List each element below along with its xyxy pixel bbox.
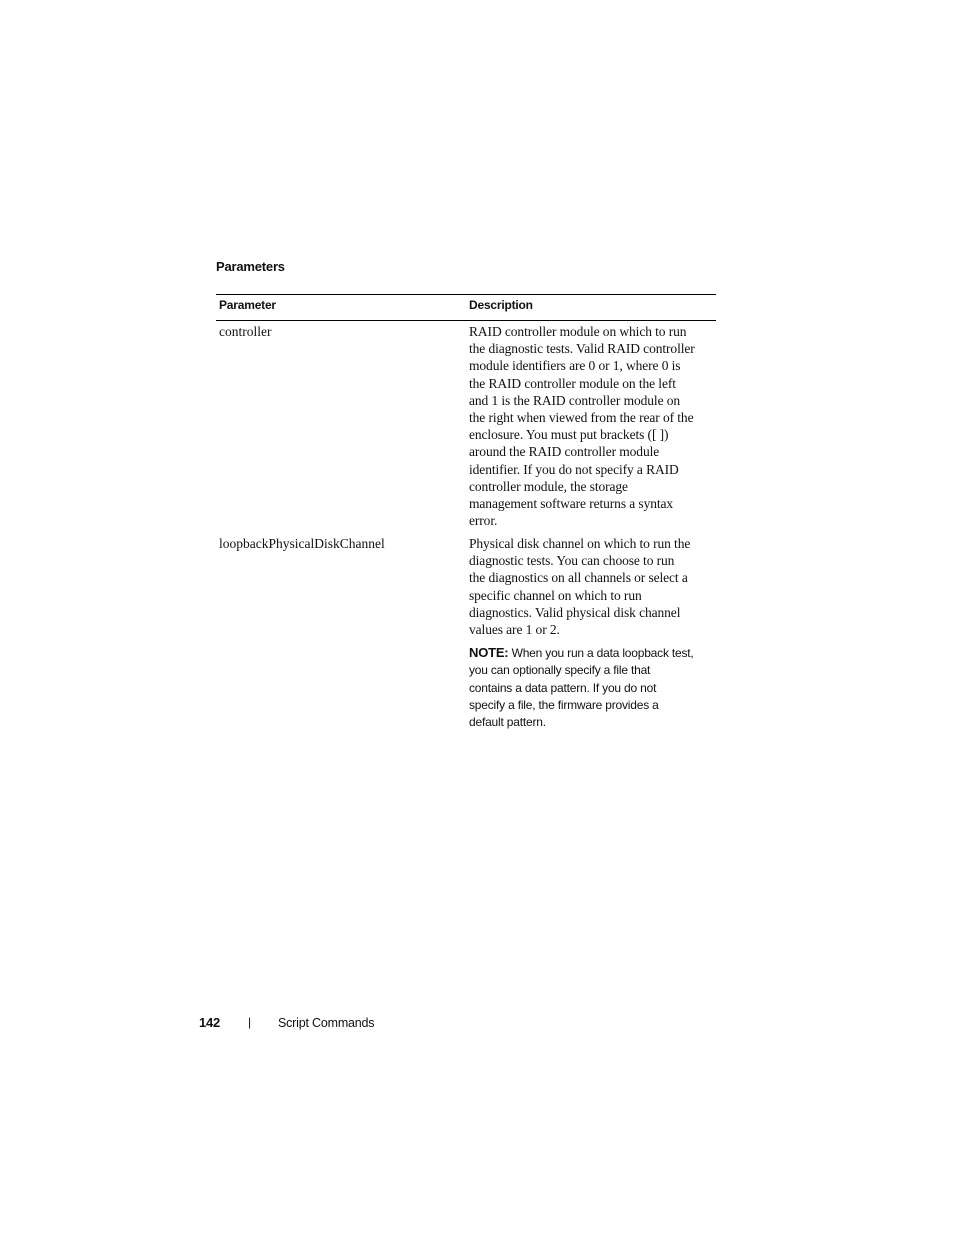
description-line: controller module, the storage	[469, 478, 628, 494]
note-block	[469, 644, 717, 731]
description-line: management software returns a syntax	[469, 496, 674, 512]
description-line: values are 1 or 2.	[469, 622, 560, 638]
note-line: default pattern.	[469, 715, 546, 730]
parameters-table	[216, 294, 716, 735]
parameter-description	[469, 535, 714, 731]
description-line: RAID controller module on which to run	[469, 324, 687, 339]
description-line: the diagnostic tests. Valid RAID controller	[469, 341, 695, 357]
parameter-name: controller	[219, 324, 272, 339]
description-line: module identifiers are 0 or 1, where 0 is	[469, 358, 681, 374]
page-number: 142	[199, 1015, 221, 1030]
description-line: and 1 is the RAID controller module on	[469, 392, 681, 408]
description-line: identifier. If you do not specify a RAID	[469, 461, 679, 477]
chapter-title: Script Commands	[278, 1016, 375, 1030]
description-line: diagnostics. Valid physical disk channel	[469, 604, 681, 620]
table-row	[216, 535, 716, 735]
note-text: When you run a data loopback test,	[508, 646, 694, 661]
header-description: Description	[469, 298, 533, 312]
note-line: you can optionally specify a file that	[469, 663, 651, 678]
table-header-row	[216, 294, 716, 321]
parameter-name: loopbackPhysicalDiskChannel	[219, 536, 385, 551]
description-line: the right when viewed from the rear of the	[469, 410, 694, 426]
description-line: diagnostic tests. You can choose to run	[469, 553, 675, 569]
description-line: specific channel on which to run	[469, 587, 642, 603]
header-parameter: Parameter	[219, 298, 276, 312]
description-line: around the RAID controller module	[469, 444, 660, 460]
note-line: contains a data pattern. If you do not	[469, 680, 657, 695]
table-row	[216, 321, 716, 535]
description-line: Physical disk channel on which to run the	[469, 536, 691, 551]
note-label: NOTE:	[469, 645, 509, 661]
parameter-description	[469, 323, 714, 529]
description-line: enclosure. You must put brackets ([ ])	[469, 427, 669, 443]
description-line: the diagnostics on all channels or select a	[469, 570, 688, 586]
note-line	[469, 644, 717, 662]
note-line: specify a file, the firmware provides a	[469, 697, 659, 712]
description-line: error.	[469, 513, 498, 529]
section-heading: Parameters	[216, 259, 285, 274]
description-line: the RAID controller module on the left	[469, 375, 676, 391]
footer-separator: |	[248, 1015, 251, 1029]
